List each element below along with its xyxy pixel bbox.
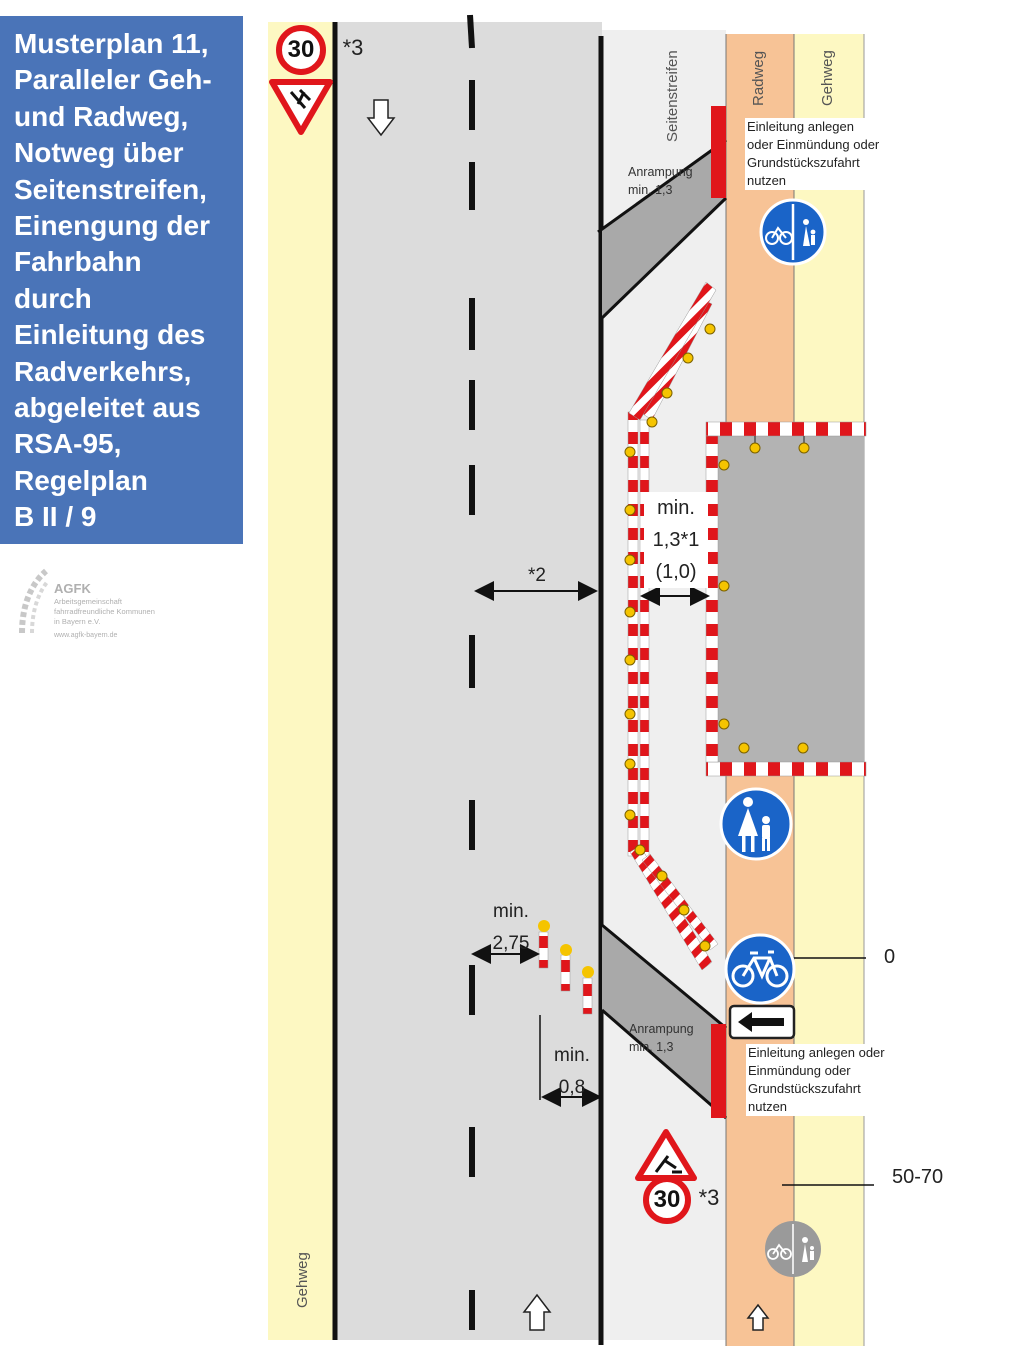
shared-path-sign-faded-icon (765, 1221, 821, 1277)
label-radweg: Radweg (750, 50, 767, 106)
dim-label-275: min. 2,75 (492, 901, 530, 954)
speed-limit-value-top: 30 (287, 36, 315, 63)
roadway (334, 22, 602, 1340)
pedestrian-sign-icon (721, 789, 791, 859)
logo-url: www.agfk-bayern.de (54, 632, 118, 639)
logo-subtitle: Arbeitsgemeinschaft fahrradfreundliche Kommunen in Bayern e.V. (54, 597, 155, 626)
bicycle-sign-icon (726, 935, 794, 1003)
distance-zero: 0 (884, 946, 896, 968)
label-gehweg-left: Gehweg (294, 1252, 311, 1308)
shared-path-sign-icon (761, 200, 825, 264)
site-barrier-bottom (706, 762, 866, 776)
site-barrier-top (706, 422, 866, 436)
entry-bar-top (711, 106, 726, 198)
entry-bar-bottom (711, 1024, 726, 1118)
footnote-3-bottom: *3 (698, 1185, 720, 1210)
note-einleitung-bottom: Einleitung anlegen oder Einmündung oder Grundstückszufahrt nutzen (746, 1044, 900, 1116)
note-anrampung-bottom: Anrampung min. 1,3 (629, 1022, 694, 1054)
footnote-3-top: *3 (342, 35, 364, 60)
left-arrow-sign-icon (730, 1006, 794, 1038)
logo-name: AGFK (54, 581, 91, 596)
site-barrier-left (706, 436, 718, 762)
distance-range: 50-70 (892, 1166, 944, 1188)
dim-label-08: min. 0,8 (554, 1045, 590, 1098)
speed-limit-value-bottom: 30 (653, 1186, 681, 1213)
label-seitenstreifen: Seitenstreifen (664, 50, 681, 142)
dim-label-2: *2 (528, 565, 546, 586)
construction-site (708, 424, 864, 774)
plan-title: Musterplan 11, Paralleler Geh- und Radweg, Notweg über Seitenstreifen, Einengung der Fahrbahn durch Einleitung des Radverkehrs, abgeleitet aus RSA-95, Regelplan B II / 9 (14, 28, 212, 533)
label-gehweg-right: Gehweg (819, 50, 836, 106)
note-anrampung-top: Anrampung min. 1,3 (628, 165, 693, 197)
note-einleitung-top: Einleitung anlegen oder Einmündung oder Grundstückszufahrt nutzen (745, 118, 895, 190)
dim-label-13: min. 1,3*1 (1,0) (644, 492, 708, 588)
left-sidewalk (268, 22, 334, 1340)
